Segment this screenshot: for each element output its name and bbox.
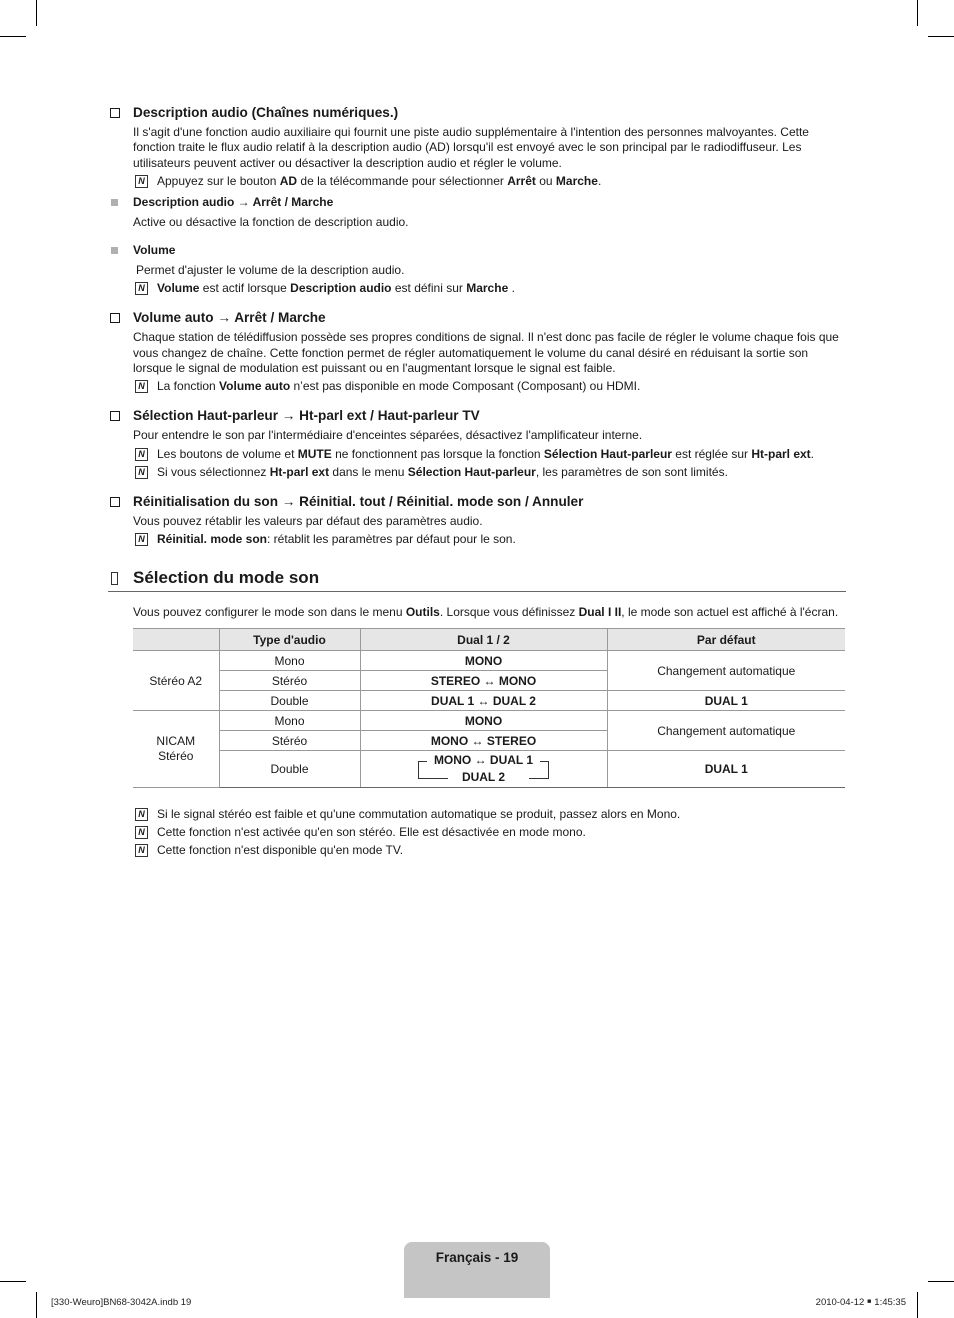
table-cell: DUAL 1: [607, 751, 845, 788]
crop-mark: [0, 1281, 26, 1282]
page-number-tab: Français - 19: [404, 1242, 550, 1298]
main-heading: Sélection du mode son: [108, 567, 846, 592]
table-cell: [360, 751, 607, 788]
crop-mark: [928, 36, 954, 37]
paragraph: Pour entendre le son par l'intermédiaire d'enceintes séparées, désactivez l'amplificateur interne.: [133, 428, 643, 443]
sub-heading: Description audio → Arrêt / Marche: [108, 195, 846, 210]
note: N Si le signal stéréo est faible et qu'une commutation automatique se produit, passez alors en Mono.: [108, 807, 846, 822]
table-cell: Double: [219, 751, 360, 788]
note: N Cette fonction n'est disponible qu'en mode TV.: [108, 843, 846, 858]
checkbox-bullet-icon: [110, 313, 120, 323]
table-cell: STEREO ↔ MONO: [360, 671, 607, 691]
note-icon: N: [135, 844, 148, 857]
checkbox-bullet-icon: [110, 411, 120, 421]
dual-cycle-diagram: MONO ↔ DUAL 1 DUAL 2: [418, 752, 549, 786]
table-cell: Changement automatique: [607, 711, 845, 751]
checkbox-bullet-icon: [110, 497, 120, 507]
section-marker-icon: [111, 572, 118, 585]
note-icon: N: [135, 448, 148, 461]
note-icon: N: [135, 380, 148, 393]
table-cell: Double: [219, 691, 360, 711]
note-icon: N: [135, 826, 148, 839]
table-header-row: [133, 629, 845, 651]
section-heading: Sélection Haut-parleur → Ht-parl ext / Haut-parleur TV: [108, 407, 846, 425]
table-header: [133, 629, 219, 651]
note: N Cette fonction n'est activée qu'en son stéréo. Elle est désactivée en mode mono.: [108, 825, 846, 840]
table-header: Dual 1 / 2: [360, 629, 607, 651]
crop-mark: [0, 36, 26, 37]
crop-mark: [928, 1281, 954, 1282]
page-content: [108, 104, 846, 858]
note: N Les boutons de volume et MUTE ne fonctionnent pas lorsque la fonction Sélection Haut-parleur est réglée sur Ht-parl ext.: [108, 447, 846, 462]
note-icon: N: [135, 808, 148, 821]
note: N Réinitial. mode son: rétablit les paramètres par défaut pour le son.: [108, 532, 846, 547]
table-cell: Mono: [219, 651, 360, 671]
table-cell: Mono: [219, 711, 360, 731]
sub-heading: Volume: [108, 243, 846, 258]
crop-mark: [36, 1292, 37, 1318]
table-cell: MONO ↔ STEREO: [360, 731, 607, 751]
note: N La fonction Volume auto n’est pas disponible en mode Composant (Composant) ou HDMI.: [108, 379, 846, 394]
table-cell: Stéréo: [219, 731, 360, 751]
note-icon: N: [135, 466, 148, 479]
square-bullet-icon: [111, 247, 118, 254]
table-cell: Stéréo: [219, 671, 360, 691]
table-row: [133, 691, 845, 711]
square-bullet-icon: [111, 199, 118, 206]
group-cell: Stéréo A2: [133, 651, 219, 711]
note: N Si vous sélectionnez Ht-parl ext dans le menu Sélection Haut-parleur, les paramètres de son sont limités.: [108, 465, 846, 480]
table-header: Type d'audio: [219, 629, 360, 651]
paragraph: Vous pouvez configurer le mode son dans le menu Outils. Lorsque vous définissez Dual I II, le mode son actuel est affiché à l'écran.: [133, 604, 839, 619]
crop-mark: [36, 0, 37, 26]
paragraph: Vous pouvez rétablir les valeurs par défaut des paramètres audio.: [133, 513, 483, 528]
note-icon: N: [135, 282, 148, 295]
table-cell: DUAL 1 ↔ DUAL 2: [360, 691, 607, 711]
footer-file: [330-Weuro]BN68-3042A.indb 19: [51, 1297, 192, 1308]
paragraph: Active ou désactive la fonction de description audio.: [133, 214, 409, 229]
footer-date: 2010-04-12 ￭ 1:45:35: [815, 1297, 906, 1308]
table-row: [133, 751, 845, 788]
paragraph: Permet d'ajuster le volume de la description audio.: [136, 263, 405, 278]
paragraph: Chaque station de télédiffusion possède ses propres conditions de signal. Il n'est donc pas facile de régler le volume chaque fois que vous changez de chaîne. Cette fonction permet de régler automatiquement le volume du canal désiré en réduisant la sortie son lorsque le signal de modulation est puissant ou en l'augmentant lorsque le signal est faible.: [133, 330, 839, 376]
group-cell: NICAM Stéréo: [133, 711, 219, 788]
section-heading: Description audio (Chaînes numériques.): [108, 104, 846, 122]
checkbox-bullet-icon: [110, 108, 120, 118]
section-heading: Réinitialisation du son → Réinitial. tout / Réinitial. mode son / Annuler: [108, 493, 846, 511]
table-cell: MONO: [360, 711, 607, 731]
note-icon: N: [135, 533, 148, 546]
crop-mark: [917, 0, 918, 26]
table-row: [133, 651, 845, 671]
table-cell: DUAL 1: [607, 691, 845, 711]
sound-mode-table: [133, 628, 845, 788]
note: N Volume est actif lorsque Description audio est défini sur Marche .: [108, 281, 846, 296]
note: N Appuyez sur le bouton AD de la télécommande pour sélectionner Arrêt ou Marche.: [108, 174, 846, 189]
crop-mark: [917, 1292, 918, 1318]
note-icon: N: [135, 175, 148, 188]
section-heading: Volume auto → Arrêt / Marche: [108, 309, 846, 327]
paragraph: Il s'agit d'une fonction audio auxiliaire qui fournit une piste audio supplémentaire à l'intention des personnes malvoyantes. Cette fonction traite le flux audio relatif à la description audio (AD) lorsqu'il est envoyé avec le son principal par le radiodiffuseur. Les utilisateurs peuvent activer ou désactiver la description audio et régler le volume.: [133, 125, 809, 170]
table-cell: Changement automatique: [607, 651, 845, 691]
table-header: Par défaut: [607, 629, 845, 651]
table-row: [133, 711, 845, 731]
table-cell: MONO: [360, 651, 607, 671]
